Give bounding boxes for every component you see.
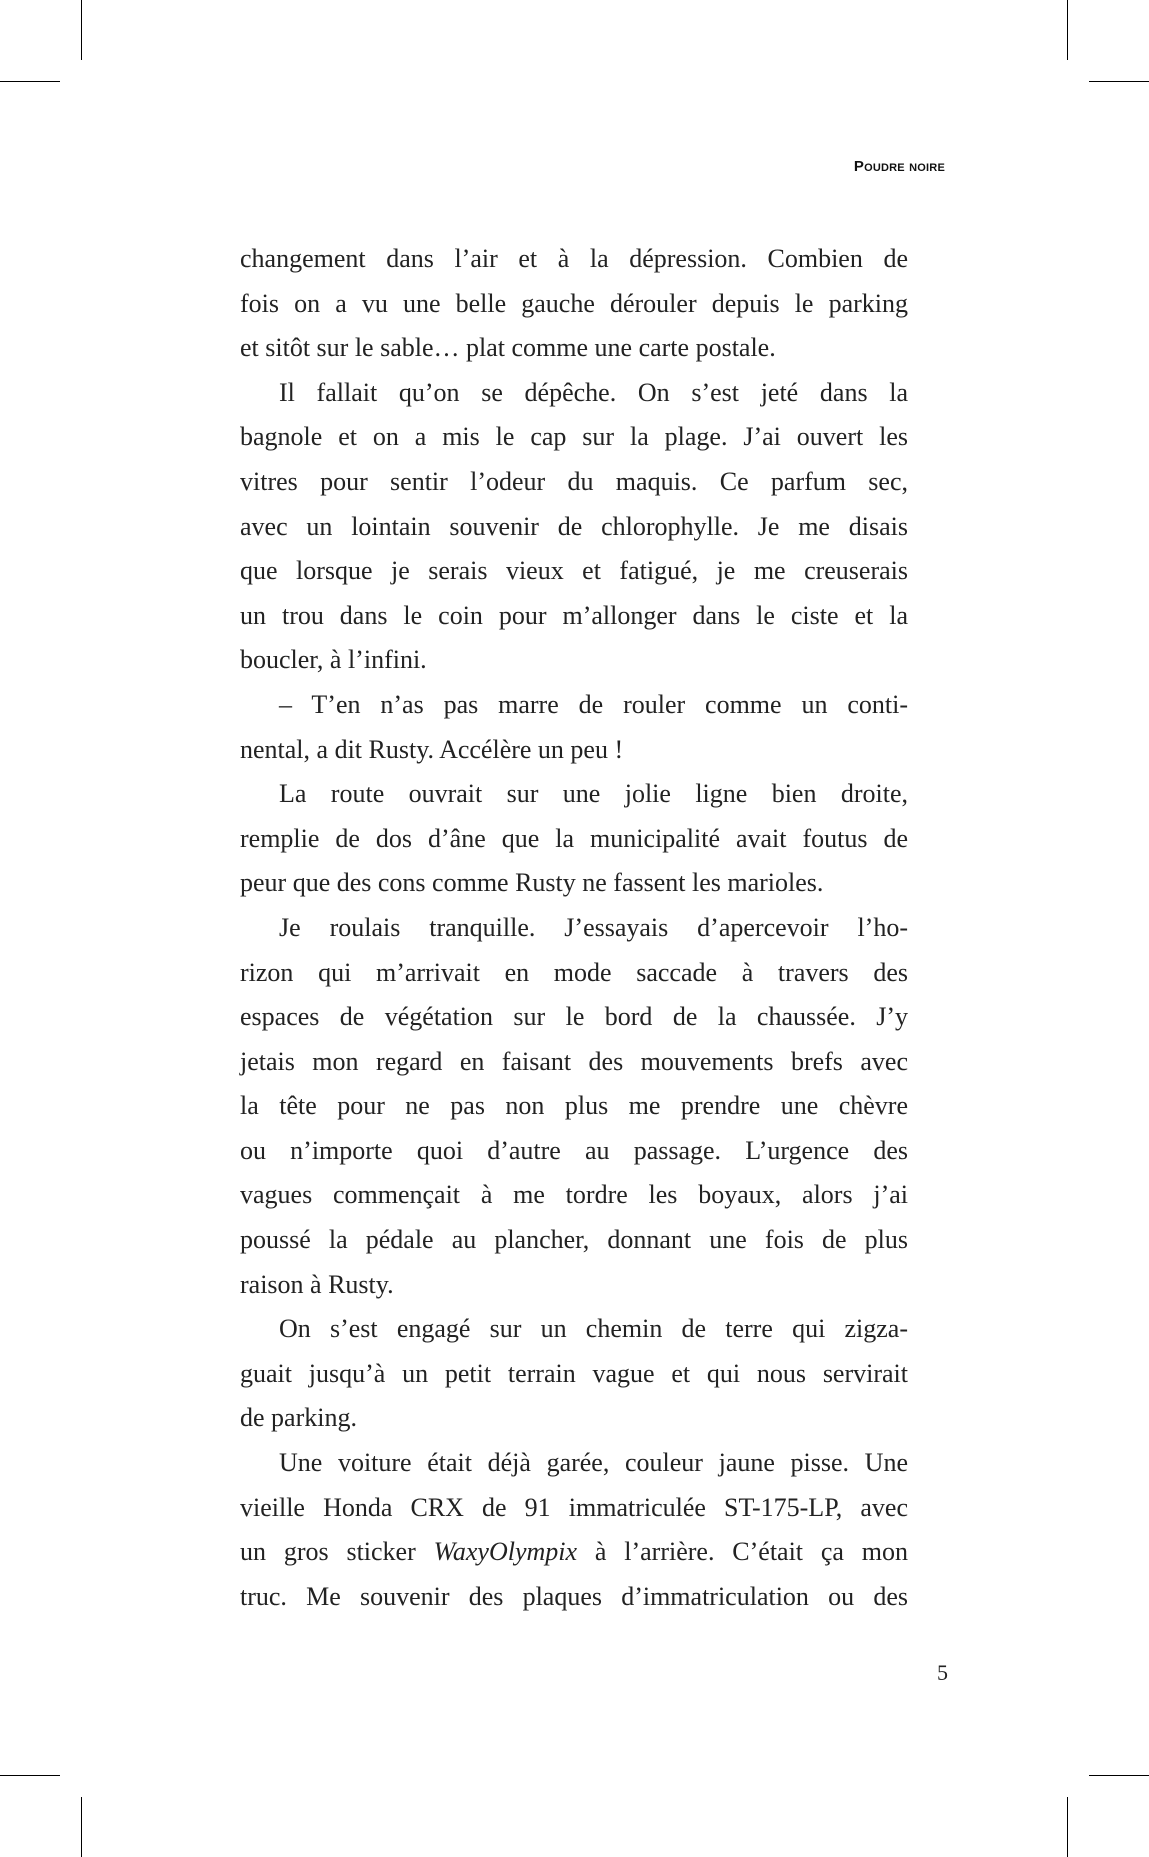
text-line: fois on a vu une belle gauche dérouler depuis le parking (240, 288, 908, 318)
body-text (240, 237, 908, 1619)
crop-mark-top-right-vertical (1067, 0, 1068, 60)
text-line: On s’est engagé sur un chemin de terre qui zigza- (279, 1314, 908, 1344)
text-line: vitres pour sentir l’odeur du maquis. Ce parfum sec, (240, 466, 908, 496)
page-number: 5 (937, 1660, 948, 1685)
text-line: jetais mon regard en faisant des mouvements brefs avec (240, 1046, 908, 1076)
text-segment: à l’arrière. C’était ça mon (577, 1537, 908, 1567)
text-line: vagues commençait à me tordre les boyaux, alors j’ai (240, 1180, 908, 1210)
text-line: vieille Honda CRX de 91 immatriculée ST-175-LP, avec (240, 1492, 908, 1522)
text-line: guait jusqu’à un petit terrain vague et qui nous servirait (240, 1358, 908, 1388)
running-head: Poudre noire (853, 158, 945, 175)
text-line: rizon qui m’arrivait en mode saccade à travers des (240, 957, 908, 987)
crop-mark-top-right-horizontal (1089, 81, 1149, 82)
text-line: poussé la pédale au plancher, donnant une fois de plus (240, 1225, 908, 1255)
crop-mark-top-left-horizontal (0, 81, 60, 82)
text-line: remplie de dos d’âne que la municipalité avait foutus de (240, 823, 908, 853)
text-line: – T’en n’as pas marre de rouler comme un conti- (279, 689, 908, 719)
text-line: Je roulais tranquille. J’essayais d’apercevoir l’ho- (279, 912, 908, 942)
text-line: truc. Me souvenir des plaques d’immatriculation ou des (240, 1581, 908, 1611)
text-line: nental, a dit Rusty. Accélère un peu ! (240, 734, 624, 764)
text-line: avec un lointain souvenir de chlorophylle. Je me disais (240, 511, 908, 541)
text-line: raison à Rusty. (240, 1269, 394, 1299)
italic-brand-name: WaxyOlympix (433, 1537, 578, 1567)
text-segment: un gros sticker (240, 1537, 434, 1567)
text-line: Il fallait qu’on se dépêche. On s’est jeté dans la (279, 377, 908, 407)
crop-mark-bottom-right-vertical (1067, 1797, 1068, 1857)
text-line: changement dans l’air et à la dépression. Combien de (240, 244, 908, 273)
crop-mark-top-left-vertical (81, 0, 82, 60)
text-line: de parking. (240, 1403, 357, 1433)
text-line: bagnole et on a mis le cap sur la plage. J’ai ouvert les (240, 422, 908, 452)
text-line: espaces de végétation sur le bord de la chaussée. J’y (240, 1002, 908, 1032)
text-line: boucler, à l’infini. (240, 645, 427, 675)
crop-mark-bottom-left-horizontal (0, 1775, 60, 1776)
text-line: Une voiture était déjà garée, couleur jaune pisse. Une (279, 1448, 908, 1478)
text-line: et sitôt sur le sable… plat comme une carte postale. (240, 333, 776, 363)
text-line: un trou dans le coin pour m’allonger dans le ciste et la (240, 600, 908, 630)
text-line: la tête pour ne pas non plus me prendre une chèvre (240, 1091, 908, 1121)
crop-mark-bottom-left-vertical (81, 1797, 82, 1857)
text-line: peur que des cons comme Rusty ne fassent les marioles. (240, 868, 824, 898)
crop-mark-bottom-right-horizontal (1089, 1775, 1149, 1776)
text-line: ou n’importe quoi d’autre au passage. L’urgence des (240, 1135, 908, 1165)
text-line (240, 1530, 908, 1575)
text-line: La route ouvrait sur une jolie ligne bien droite, (279, 779, 908, 809)
text-line: que lorsque je serais vieux et fatigué, je me creuserais (240, 556, 908, 586)
